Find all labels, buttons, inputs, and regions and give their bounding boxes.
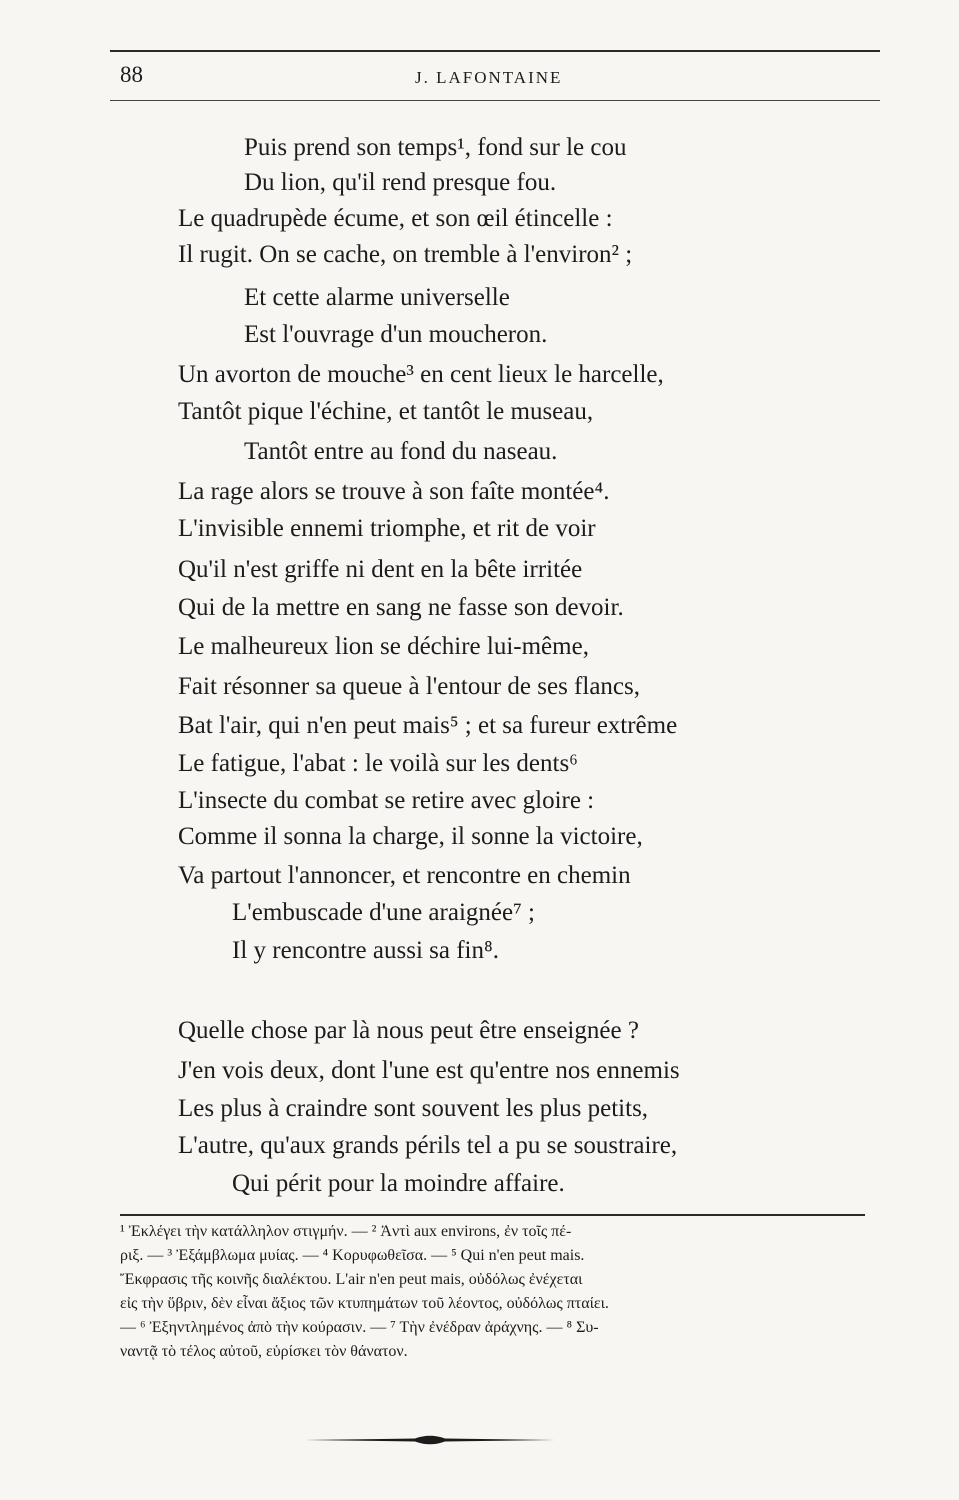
running-title: J. LAFONTAINE (415, 68, 563, 87)
footnote-line: εἰς τὴν ὕβριν, δὲν εἶναι ἄξιος τῶν κτυπημάτων τοῦ λέοντος, οὐδόλως πταίει. (120, 1295, 609, 1312)
footnote-line: ριξ. — ³ Ἐξάμβλωμα μυίας. — ⁴ Κορυφωθεῖσα. — ⁵ Qui n'en peut mais. (120, 1247, 585, 1264)
poem-line: Le fatigue, l'abat : le voilà sur les dents⁶ (178, 750, 578, 777)
footnote-line: Ἔκφρασις τῆς κοινῆς διαλέκτου. L'air n'en peut mais, οὐδόλως ἐνέχεται (120, 1271, 583, 1288)
footnote-line: ναντᾷ τὸ τέλος αὐτοῦ, εὑρίσκει τὸν θάνατον. (120, 1343, 408, 1360)
poem-line: Les plus à craindre sont souvent les plus petits, (178, 1095, 649, 1122)
poem-line: Du lion, qu'il rend presque fou. (244, 169, 557, 196)
poem-line: L'insecte du combat se retire avec gloire : (178, 787, 595, 814)
poem-line: Fait résonner sa queue à l'entour de ses flancs, (178, 673, 640, 700)
poem-line: Va partout l'annoncer, et rencontre en chemin (178, 862, 631, 889)
footnote-line: — ⁶ Ἐξηντλημένος ἀπὸ τὴν κούρασιν. — ⁷ Τὴν ἐνέδραν ἀράχνης. — ⁸ Συ- (120, 1319, 599, 1336)
poem-line: L'embuscade d'une araignée⁷ ; (232, 899, 536, 926)
poem-line: Est l'ouvrage d'un moucheron. (244, 321, 548, 348)
poem-line: L'invisible ennemi triomphe, et rit de voir (178, 515, 596, 542)
poem-line: Il y rencontre aussi sa fin⁸. (232, 937, 499, 964)
poem-line: Tantôt pique l'échine, et tantôt le museau, (178, 398, 594, 425)
poem-line: L'autre, qu'aux grands périls tel a pu se soustraire, (178, 1132, 678, 1159)
top-rule (110, 50, 880, 52)
poem-line: Comme il sonna la charge, il sonne la victoire, (178, 823, 643, 850)
footnote-rule (120, 1214, 865, 1216)
poem-line: Le quadrupède écume, et son œil étincelle : (178, 205, 613, 232)
poem-line: Qu'il n'est griffe ni dent en la bête irritée (178, 556, 583, 583)
poem-line: Le malheureux lion se déchire lui-même, (178, 633, 589, 660)
poem-line: Il rugit. On se cache, on tremble à l'environ² ; (178, 241, 633, 268)
poem-line: La rage alors se trouve à son faîte montée⁴. (178, 478, 610, 505)
poem-line: Qui périt pour la moindre affaire. (232, 1170, 565, 1197)
page-number: 88 (120, 62, 143, 87)
poem-line: J'en vois deux, dont l'une est qu'entre nos ennemis (178, 1057, 680, 1084)
poem-line: Bat l'air, qui n'en peut mais⁵ ; et sa fureur extrême (178, 712, 678, 739)
poem-line: Puis prend son temps¹, fond sur le cou (244, 134, 627, 161)
poem-line: Quelle chose par là nous peut être enseignée ? (178, 1017, 639, 1044)
poem-line: Et cette alarme universelle (244, 284, 510, 311)
poem-line: Tantôt entre au fond du naseau. (244, 438, 558, 465)
end-ornament-icon (305, 1433, 555, 1447)
footnote-line: ¹ Ἐκλέγει τὴν κατάλληλον στιγμήν. — ² Ἀντὶ aux environs, ἐν τοῖς πέ- (120, 1223, 572, 1240)
poem-line: Qui de la mettre en sang ne fasse son devoir. (178, 594, 624, 621)
page-header (120, 62, 880, 92)
header-rule (110, 100, 880, 101)
poem-line: Un avorton de mouche³ en cent lieux le harcelle, (178, 361, 664, 388)
footnotes (120, 1220, 865, 1364)
